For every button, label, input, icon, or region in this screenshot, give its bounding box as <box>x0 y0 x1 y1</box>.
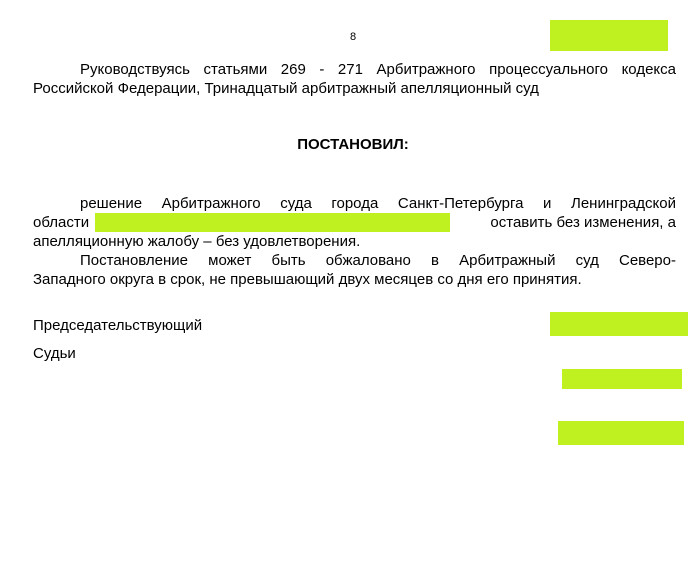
redaction-block-judge-2 <box>558 421 684 445</box>
redaction-block-presiding <box>550 312 688 336</box>
appeal-line-2: Западного округа в срок, не превышающий двух месяцев со дня его принятия. <box>33 271 582 288</box>
decision-line-3: апелляционную жалобу – без удовлетворения. <box>33 233 361 250</box>
page-number: 8 <box>349 31 357 43</box>
decision-line-2-start: области <box>33 214 90 231</box>
decision-line-1: решение Арбитражного суда города Санкт-Петербурга и Ленинградской <box>80 195 676 212</box>
redaction-block-judge-1 <box>562 369 682 389</box>
decision-line-2-end: оставить без изменения, а <box>490 214 676 231</box>
judges-label: Судьи <box>33 345 76 362</box>
ruling-heading: ПОСТАНОВИЛ: <box>297 136 409 153</box>
decision-line-2 <box>33 213 676 232</box>
appeal-line-1: Постановление может быть обжаловано в Арбитражный суд Северо- <box>80 252 676 269</box>
presiding-judge-label: Председательствующий <box>33 317 203 334</box>
intro-line-1: Руководствуясь статьями 269 - 271 Арбитражного процессуального кодекса <box>80 61 676 78</box>
redaction-block-case <box>95 213 450 232</box>
intro-line-2: Российской Федерации, Тринадцатый арбитражный апелляционный суд <box>33 80 539 97</box>
decision-line-2-left <box>33 213 450 232</box>
